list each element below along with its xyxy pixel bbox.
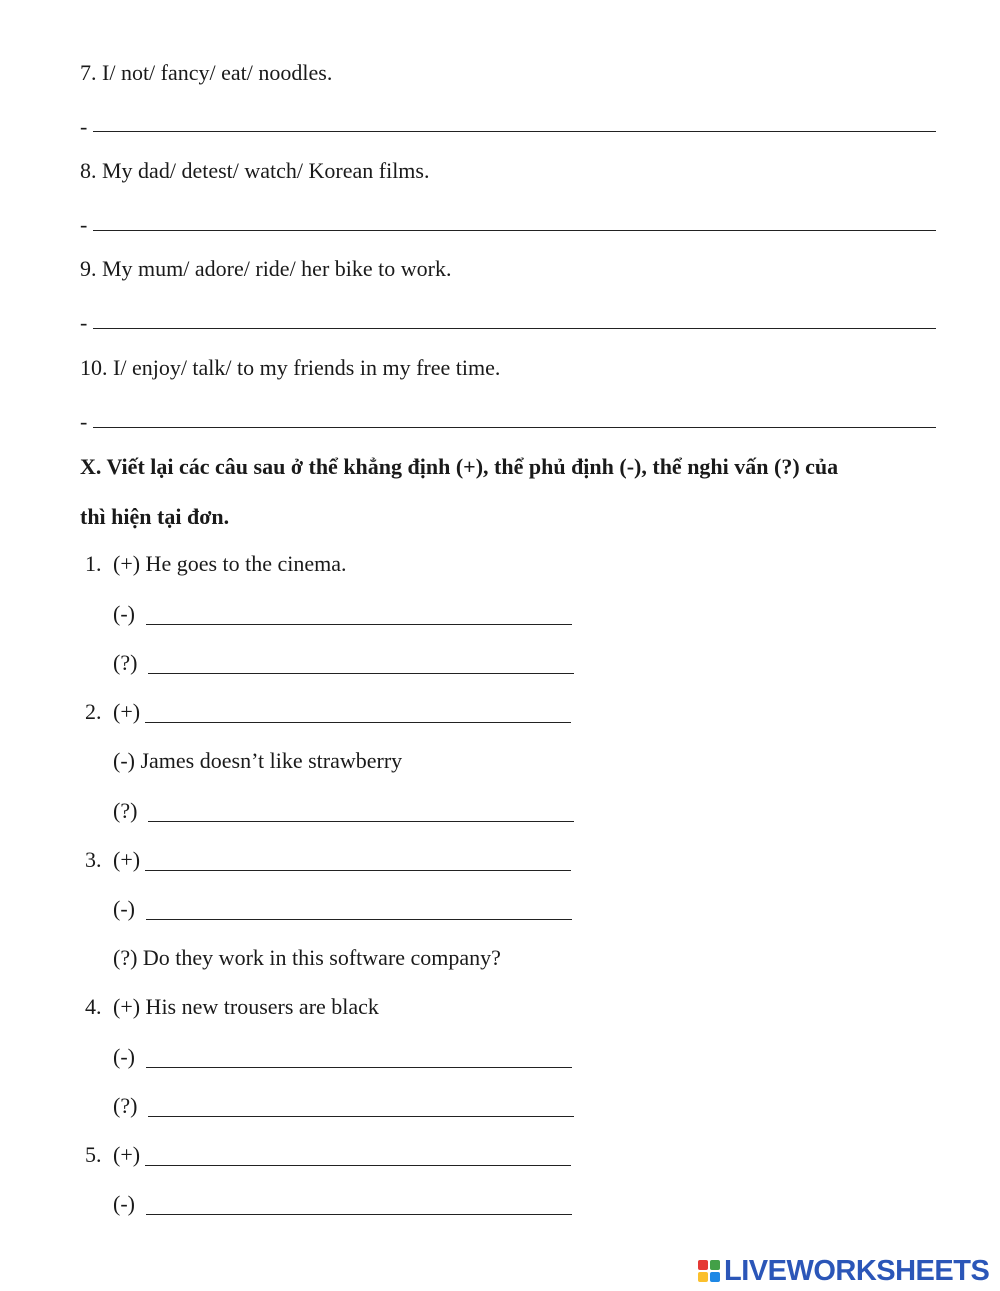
answer-line-7[interactable] bbox=[93, 131, 936, 132]
answer-line-5-negative[interactable] bbox=[146, 1214, 572, 1215]
question-prefix: (?) bbox=[113, 1093, 138, 1118]
x-item-1 bbox=[85, 550, 1000, 578]
answer-line-1-question[interactable] bbox=[148, 673, 574, 674]
negative-prefix: (-) bbox=[113, 896, 135, 921]
x-item-2-negative: (-) James doesn’t like strawberry bbox=[113, 748, 403, 773]
answer-dash: - bbox=[80, 114, 88, 139]
positive-prefix: (+) bbox=[113, 1142, 141, 1167]
answer-line-2-question[interactable] bbox=[148, 821, 574, 822]
item-number: 4. bbox=[85, 994, 102, 1019]
answer-line-3-negative[interactable] bbox=[146, 919, 572, 920]
negative-prefix: (-) bbox=[113, 1044, 135, 1069]
section-x-heading: X. Viết lại các câu sau ở thể khẳng định (+), thể phủ định (-), thể nghi vấn (?) của bbox=[80, 454, 839, 479]
answer-line-4-question[interactable] bbox=[148, 1116, 574, 1117]
positive-prefix: (+) bbox=[113, 847, 141, 872]
item-number: 2. bbox=[85, 699, 102, 724]
ix-item-9: 9. My mum/ adore/ ride/ her bike to work. bbox=[80, 256, 452, 281]
negative-prefix: (-) bbox=[113, 1191, 135, 1216]
item-number: 3. bbox=[85, 847, 102, 872]
ix-item-8: 8. My dad/ detest/ watch/ Korean films. bbox=[80, 158, 430, 183]
answer-line-3-positive[interactable] bbox=[145, 870, 571, 871]
answer-line-1-negative[interactable] bbox=[146, 624, 572, 625]
logo-text: LIVEWORKSHEETS bbox=[724, 1254, 990, 1287]
answer-line-2-positive[interactable] bbox=[145, 722, 571, 723]
liveworksheets-logo bbox=[698, 1254, 989, 1288]
answer-dash: - bbox=[80, 310, 88, 335]
question-prefix: (?) bbox=[113, 650, 138, 675]
answer-dash: - bbox=[80, 212, 88, 237]
negative-prefix: (-) bbox=[113, 601, 135, 626]
item-number: 5. bbox=[85, 1142, 102, 1167]
answer-dash: - bbox=[80, 409, 88, 434]
ix-item-10: 10. I/ enjoy/ talk/ to my friends in my free time. bbox=[80, 355, 501, 380]
answer-line-5-positive[interactable] bbox=[145, 1165, 571, 1166]
x-item-3-question: (?) Do they work in this software company? bbox=[113, 945, 501, 970]
question-prefix: (?) bbox=[113, 798, 138, 823]
answer-line-8[interactable] bbox=[93, 230, 936, 231]
x-item-4 bbox=[85, 993, 1000, 1021]
section-x-heading-cont: thì hiện tại đơn. bbox=[80, 504, 230, 529]
answer-line-10[interactable] bbox=[93, 427, 936, 428]
item-number: 1. bbox=[85, 551, 102, 576]
positive-prefix: (+) bbox=[113, 699, 141, 724]
answer-line-4-negative[interactable] bbox=[146, 1067, 572, 1068]
logo-mark-icon bbox=[698, 1260, 720, 1282]
positive-sentence: (+) His new trousers are black bbox=[113, 994, 379, 1019]
ix-item-7: 7. I/ not/ fancy/ eat/ noodles. bbox=[80, 60, 333, 85]
answer-line-9[interactable] bbox=[93, 328, 936, 329]
positive-sentence: (+) He goes to the cinema. bbox=[113, 551, 347, 576]
